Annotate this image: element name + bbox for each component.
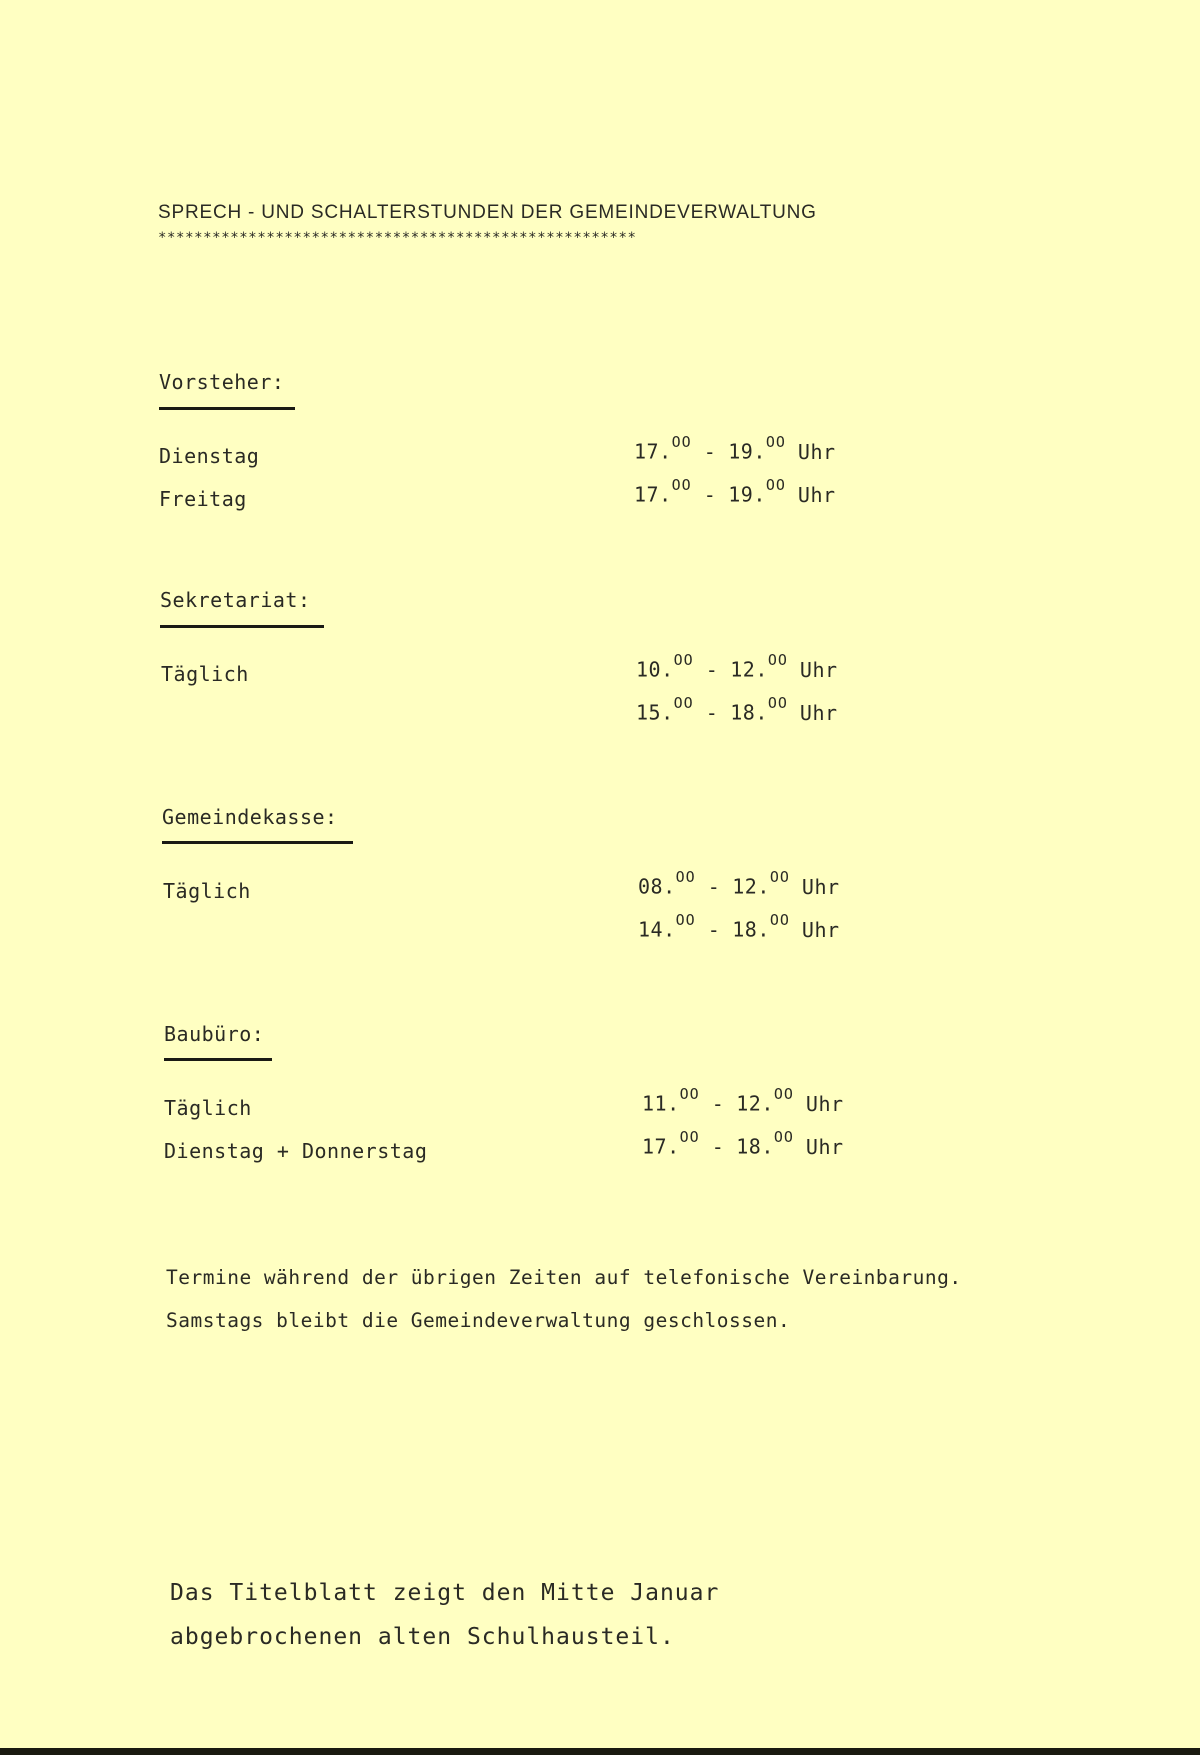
time-range: 17.$^{OO}$ - 18.$^{OO}$ Uhr: [642, 1128, 844, 1159]
time-range: 17.$^{OO}$ - 19.$^{OO}$ Uhr: [634, 433, 836, 464]
row-label: Dienstag + Donnerstag: [164, 1139, 428, 1163]
section-underline: [164, 1058, 272, 1061]
caption-line: abgebrochenen alten Schulhausteil.: [170, 1624, 675, 1650]
time-range: 08.$^{OO}$ - 12.$^{OO}$ Uhr: [638, 868, 840, 899]
note-line: Termine während der übrigen Zeiten auf telefonische Vereinbarung.: [166, 1266, 962, 1289]
document-title: SPRECH - UND SCHALTERSTUNDEN DER GEMEINDEVERWALTUNG: [158, 202, 817, 223]
row-label: Täglich: [164, 1096, 252, 1120]
row-label: Täglich: [161, 662, 249, 686]
section-heading-gemeindekasse: Gemeindekasse:: [162, 805, 338, 829]
title-asterisk-rule: *****************************************************: [158, 230, 637, 246]
section-underline: [160, 625, 324, 628]
time-range: 10.$^{OO}$ - 12.$^{OO}$ Uhr: [636, 651, 838, 682]
row-label: Dienstag: [159, 444, 260, 468]
time-range: 17.$^{OO}$ - 19.$^{OO}$ Uhr: [634, 476, 836, 507]
caption-line: Das Titelblatt zeigt den Mitte Januar: [170, 1580, 720, 1606]
row-label: Freitag: [159, 487, 247, 511]
section-heading-sekretariat: Sekretariat:: [160, 588, 311, 612]
time-range: 14.$^{OO}$ - 18.$^{OO}$ Uhr: [638, 911, 840, 942]
section-heading-vorsteher: Vorsteher:: [159, 370, 285, 394]
note-line: Samstags bleibt die Gemeindeverwaltung geschlossen.: [166, 1309, 791, 1332]
time-range: 11.$^{OO}$ - 12.$^{OO}$ Uhr: [642, 1085, 844, 1116]
section-underline: [159, 407, 295, 410]
time-range: 15.$^{OO}$ - 18.$^{OO}$ Uhr: [636, 694, 838, 725]
row-label: Täglich: [163, 879, 251, 903]
section-underline: [162, 841, 353, 844]
section-heading-baubuero: Baubüro:: [164, 1022, 265, 1046]
